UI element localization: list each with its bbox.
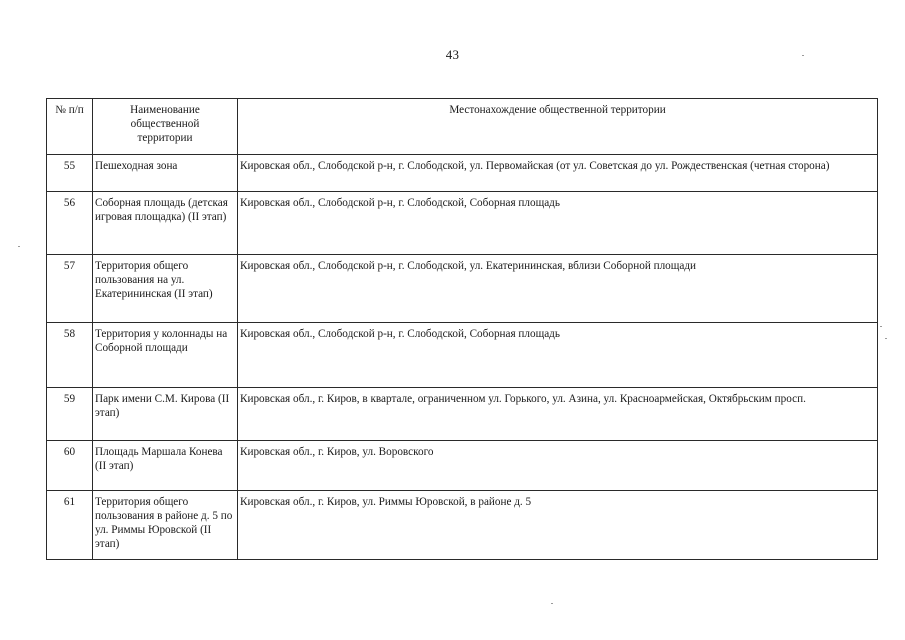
row-name: Площадь Маршала Конева (II этап)	[93, 441, 238, 491]
table-row	[47, 491, 878, 560]
row-location: Кировская обл., Слободской р-н, г. Слободской, ул. Екатерининская, вблизи Соборной площади	[238, 255, 878, 323]
table-row	[47, 323, 878, 388]
header-location	[238, 99, 878, 155]
row-location: Кировская обл., г. Киров, в квартале, ограниченном ул. Горького, ул. Азина, ул. Красноармейская, Октябрьским просп.	[238, 388, 878, 441]
row-number: 57	[47, 255, 93, 323]
row-location: Кировская обл., Слободской р-н, г. Слободской, Соборная площадь	[238, 192, 878, 255]
scan-speck	[885, 338, 887, 339]
scan-speck	[551, 603, 553, 604]
scan-speck	[802, 55, 804, 56]
row-location: Кировская обл., Слободской р-н, г. Слободской, Соборная площадь	[238, 323, 878, 388]
table-row	[47, 155, 878, 192]
header-number	[47, 99, 93, 155]
row-location: Кировская обл., г. Киров, ул. Воровского	[238, 441, 878, 491]
row-name: Соборная площадь (детская игровая площадка) (II этап)	[93, 192, 238, 255]
header-number-label: № п/п	[55, 104, 84, 116]
scan-speck	[18, 246, 20, 247]
table-header-row	[47, 99, 878, 155]
row-number: 56	[47, 192, 93, 255]
row-name: Территория общего пользования на ул. Екатерининская (II этап)	[93, 255, 238, 323]
row-number: 59	[47, 388, 93, 441]
header-location-label: Местонахождение общественной территории	[449, 104, 666, 116]
table-row	[47, 255, 878, 323]
row-name: Территория общего пользования в районе д. 5 по ул. Риммы Юровской (II этап)	[93, 491, 238, 560]
table-row	[47, 388, 878, 441]
row-name: Парк имени С.М. Кирова (II этап)	[93, 388, 238, 441]
row-name: Пешеходная зона	[93, 155, 238, 192]
page-number: 43	[445, 47, 460, 62]
public-territories-table	[46, 98, 878, 560]
header-name-label: Наименование общественной территории	[130, 104, 200, 144]
row-name: Территория у колоннады на Соборной площади	[93, 323, 238, 388]
table-row	[47, 441, 878, 491]
row-number: 60	[47, 441, 93, 491]
row-location: Кировская обл., Слободской р-н, г. Слободской, ул. Первомайская (от ул. Советская до ул. Рождественская (четная сторона)	[238, 155, 878, 192]
row-number: 58	[47, 323, 93, 388]
table-row	[47, 192, 878, 255]
row-number: 61	[47, 491, 93, 560]
row-number: 55	[47, 155, 93, 192]
header-name	[93, 99, 238, 155]
scan-speck	[880, 326, 882, 327]
row-location: Кировская обл., г. Киров, ул. Риммы Юровской, в районе д. 5	[238, 491, 878, 560]
